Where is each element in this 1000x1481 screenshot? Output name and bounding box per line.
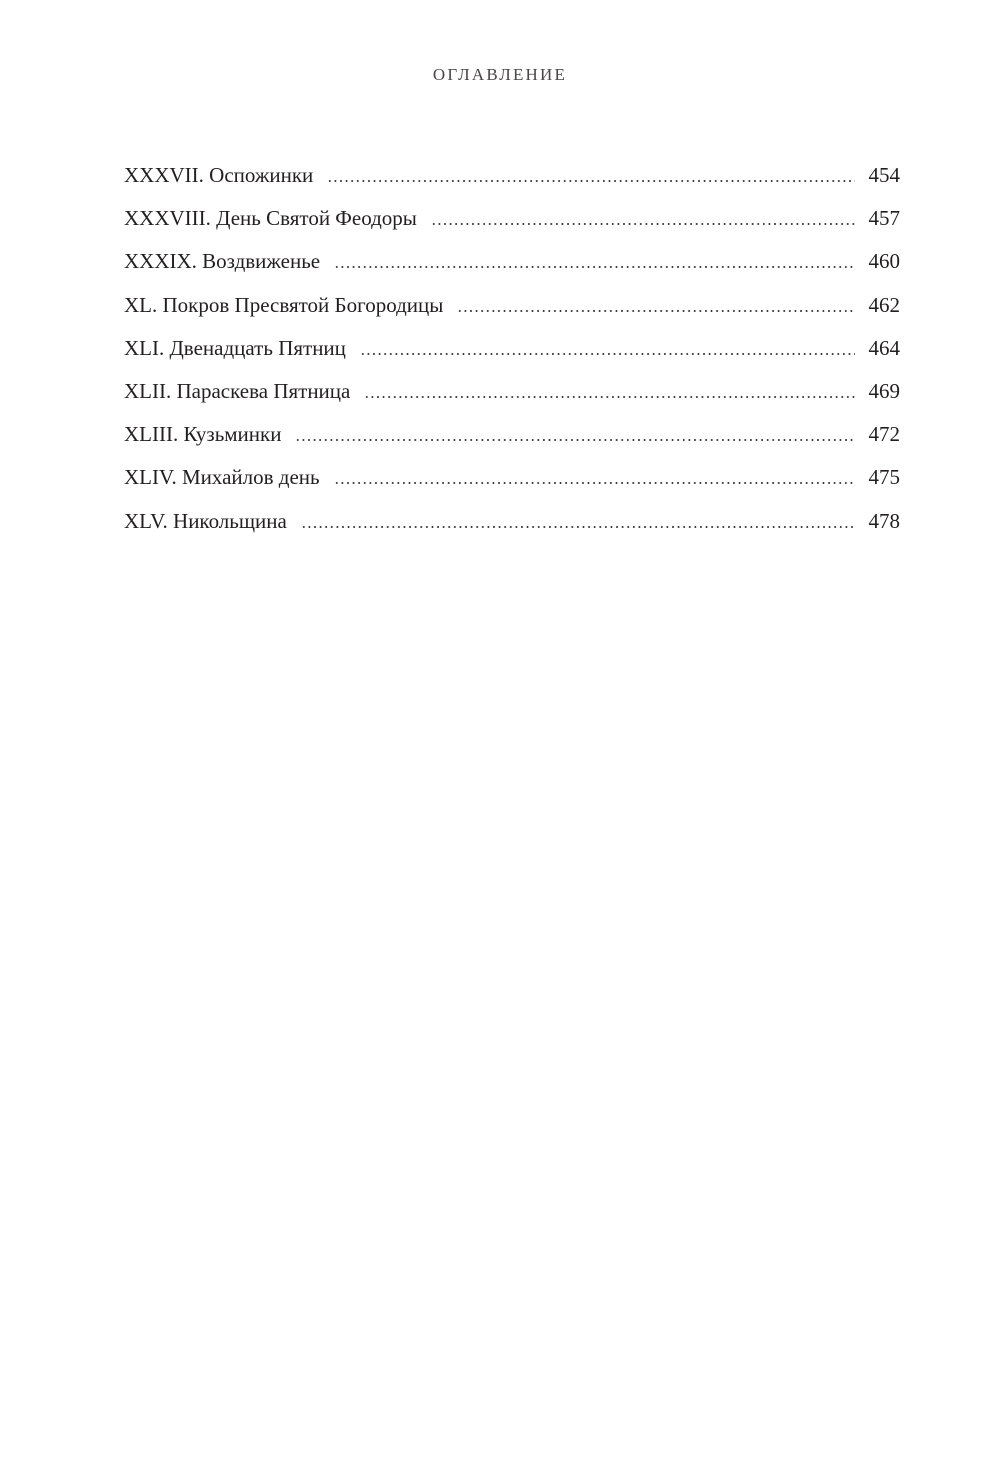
toc-entry-title: XXXVII. Оспожинки bbox=[124, 163, 314, 187]
toc-entry[interactable] bbox=[124, 374, 900, 417]
toc-entry[interactable] bbox=[124, 504, 900, 547]
dot-leader bbox=[301, 526, 855, 528]
toc-entry-title: XLIII. Кузьминки bbox=[124, 422, 282, 447]
toc-entry[interactable] bbox=[124, 331, 900, 374]
toc-entry[interactable] bbox=[124, 460, 900, 503]
dot-leader bbox=[295, 439, 854, 441]
toc-entry-title: XL. Покров Пресвятой Богородицы bbox=[124, 292, 444, 317]
toc-entry[interactable] bbox=[124, 288, 900, 331]
toc-entry-page-number: 475 bbox=[868, 465, 900, 490]
toc-entry[interactable] bbox=[124, 158, 900, 201]
dot-leader bbox=[327, 180, 854, 182]
dot-leader bbox=[334, 482, 855, 484]
toc-entry-page-number: 469 bbox=[868, 378, 900, 403]
toc-entry[interactable] bbox=[124, 417, 900, 460]
toc-entry[interactable] bbox=[124, 244, 900, 287]
toc-entry-page-number: 454 bbox=[868, 163, 900, 187]
toc-entry-title: XXXIX. Воздвиженье bbox=[124, 249, 321, 274]
table-of-contents bbox=[124, 158, 900, 547]
toc-entry-page-number: 462 bbox=[868, 292, 900, 317]
dot-leader bbox=[457, 310, 854, 312]
toc-entry-title: XLIV. Михайлов день bbox=[124, 465, 320, 490]
toc-entry-page-number: 464 bbox=[868, 335, 900, 360]
toc-entry-title: XLII. Параскева Пятница bbox=[124, 378, 351, 403]
dot-leader bbox=[334, 266, 854, 268]
running-head: ОГЛАВЛЕНИЕ bbox=[432, 65, 568, 84]
dot-leader bbox=[431, 223, 855, 225]
dot-leader bbox=[360, 353, 855, 355]
dot-leader bbox=[364, 396, 854, 398]
toc-entry-page-number: 478 bbox=[868, 508, 900, 533]
toc-entry-title: XLV. Никольщина bbox=[124, 508, 287, 533]
toc-entry[interactable] bbox=[124, 201, 900, 244]
toc-entry-page-number: 460 bbox=[868, 249, 900, 274]
toc-entry-page-number: 472 bbox=[868, 422, 900, 447]
toc-entry-title: XLI. Двенадцать Пятниц bbox=[124, 335, 346, 360]
toc-entry-title: XXXVIII. День Святой Феодоры bbox=[124, 206, 417, 231]
toc-entry-page-number: 457 bbox=[868, 206, 900, 231]
